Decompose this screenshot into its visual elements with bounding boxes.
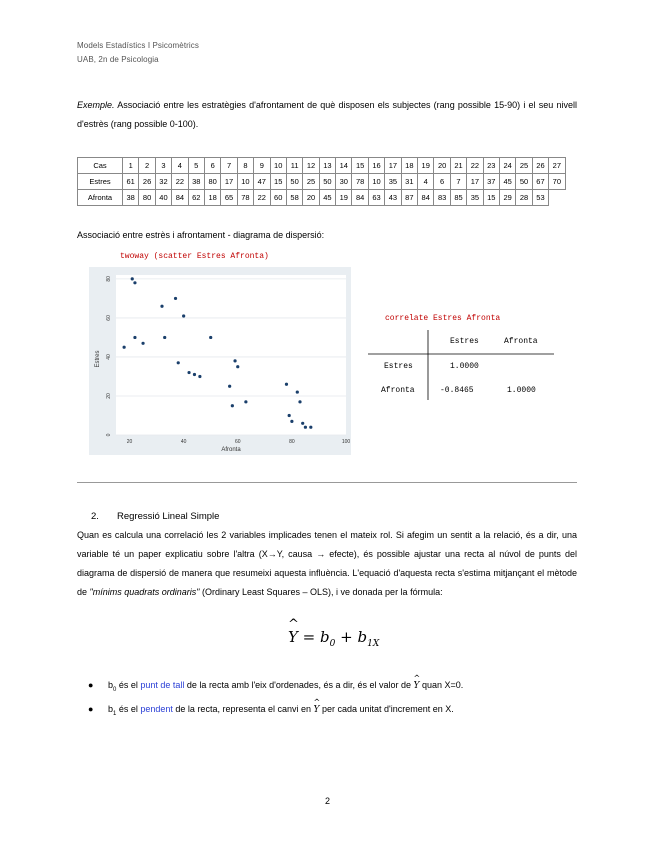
bullet-icon: ●: [88, 704, 94, 714]
table-cell: 87: [401, 190, 417, 206]
corr-col-afronta: Afronta: [504, 337, 538, 346]
x-tick-label: 100: [341, 439, 351, 445]
scatter-point: [182, 314, 185, 317]
data-table: [77, 157, 566, 206]
paragraph-text-end: (Ordinary Least Squares – OLS), i ve donada per la fórmula:: [199, 587, 443, 597]
table-cell: 53: [532, 190, 548, 206]
table-cell: 15: [270, 174, 286, 190]
y-tick-label: 80: [106, 276, 112, 282]
bullet-b0: [88, 674, 464, 693]
x-tick-label: 20: [126, 439, 133, 445]
scatter-point: [133, 336, 136, 339]
header-course: Models Estadístics I Psicomètrics: [77, 41, 199, 50]
table-cell: 40: [155, 190, 171, 206]
table-cell: 67: [532, 174, 548, 190]
table-cell: 10: [270, 158, 286, 174]
formula-b0: b: [320, 628, 330, 646]
y-hat: [288, 617, 299, 646]
corr-value: 1.0000: [507, 386, 536, 395]
regression-paragraph: [77, 526, 577, 602]
table-row-estres: [78, 174, 566, 190]
table-cell: 25: [303, 174, 319, 190]
scatter-point: [233, 359, 236, 362]
table-cell: 18: [401, 158, 417, 174]
table-cell: 70: [549, 174, 565, 190]
table-cell: 22: [172, 174, 188, 190]
stata-correlate-command: correlate Estres Afronta: [385, 314, 501, 323]
corr-row-label: Estres: [384, 362, 413, 371]
header-university: UAB, 2n de Psicologia: [77, 55, 159, 64]
table-cell: 5: [188, 158, 204, 174]
table-cell: 7: [221, 158, 237, 174]
scatter-point: [285, 383, 288, 386]
table-cell: 3: [155, 158, 171, 174]
table-cell: 45: [319, 190, 335, 206]
scatter-point: [288, 414, 291, 417]
table-cell: 84: [172, 190, 188, 206]
scatter-point: [236, 365, 239, 368]
table-cell: 25: [516, 158, 532, 174]
paragraph-emphasis: "mínims quadrats ordinaris": [89, 587, 200, 597]
y-hat-inline: ^ Y: [313, 698, 321, 715]
scatter-point: [296, 390, 299, 393]
row-label: Afronta: [78, 190, 123, 206]
scatter-point: [174, 297, 177, 300]
table-cell: 84: [418, 190, 434, 206]
bullet-term: punt de tall: [140, 680, 185, 690]
scatter-point: [131, 277, 134, 280]
hat-icon: ^: [313, 698, 321, 707]
scatter-point: [290, 420, 293, 423]
table-cell: 22: [254, 190, 270, 206]
table-cell: 23: [483, 158, 499, 174]
formula-y: Y: [288, 628, 298, 646]
table-cell: 18: [204, 190, 220, 206]
hat-icon: ^: [413, 674, 421, 683]
table-cell: 6: [204, 158, 220, 174]
y-tick-label: 40: [106, 354, 112, 360]
section-number: 2.: [91, 511, 99, 522]
table-cell: 63: [368, 190, 384, 206]
table-cell: 15: [483, 190, 499, 206]
table-cell: 17: [221, 174, 237, 190]
table-cell: 13: [319, 158, 335, 174]
scatter-point: [301, 422, 304, 425]
example-label: Exemple.: [77, 100, 115, 110]
bullet-text: per cada unitat d'increment en X.: [319, 704, 454, 714]
table-cell: 83: [434, 190, 450, 206]
x-axis-label: Afronta: [221, 447, 241, 453]
row-label: Estres: [78, 174, 123, 190]
table-cell: 38: [188, 174, 204, 190]
table-cell: 78: [237, 190, 253, 206]
table-cell: 24: [499, 158, 515, 174]
formula-b1-sub: 1: [367, 639, 373, 649]
table-cell: 2: [139, 158, 155, 174]
table-cell: 85: [450, 190, 466, 206]
bullet-var: b: [108, 704, 114, 714]
bullet-sub: 0: [113, 686, 117, 693]
table-row-cas: [78, 158, 566, 174]
table-cell: 31: [401, 174, 417, 190]
table-cell: 58: [286, 190, 302, 206]
corr-col-estres: Estres: [450, 337, 479, 346]
table-row-afronta: [78, 190, 566, 206]
formula-b0-sub: 0: [329, 639, 336, 649]
table-cell: 20: [303, 190, 319, 206]
scatter-point: [163, 336, 166, 339]
page-number: 2: [324, 796, 330, 806]
table-cell: 50: [286, 174, 302, 190]
table-cell: 50: [319, 174, 335, 190]
scatter-point: [177, 361, 180, 364]
y-tick-label: 0: [106, 433, 112, 437]
table-cell: 10: [237, 174, 253, 190]
formula-plus: +: [335, 628, 358, 646]
corr-value: 1.0000: [450, 362, 479, 371]
table-cell: 8: [237, 158, 253, 174]
section-divider: [77, 482, 577, 483]
table-cell: 37: [483, 174, 499, 190]
table-cell: 6: [434, 174, 450, 190]
row-label: Cas: [78, 158, 123, 174]
table-cell: 1: [123, 158, 139, 174]
x-tick-label: 40: [180, 439, 187, 445]
section-title: Regressió Lineal Simple: [117, 511, 220, 522]
corr-row-label: Afronta: [381, 386, 415, 395]
table-cell: 17: [467, 174, 483, 190]
table-cell: 26: [139, 174, 155, 190]
regression-formula: [288, 617, 380, 649]
table-cell: 47: [254, 174, 270, 190]
table-cell: 19: [418, 158, 434, 174]
y-hat-inline: ^ Y: [413, 674, 421, 691]
table-cell: 61: [123, 174, 139, 190]
bullet-term: pendent: [140, 704, 173, 714]
table-cell: 19: [336, 190, 352, 206]
bullet-icon: ●: [88, 680, 94, 690]
section-heading: [91, 511, 219, 522]
table-cell: 30: [336, 174, 352, 190]
scatter-point: [304, 426, 307, 429]
table-cell: 35: [385, 174, 401, 190]
table-cell: 35: [467, 190, 483, 206]
x-tick-label: 60: [234, 439, 241, 445]
table-cell: 78: [352, 174, 368, 190]
scatter-point: [141, 342, 144, 345]
table-cell: 38: [123, 190, 139, 206]
table-cell: 65: [221, 190, 237, 206]
table-cell: 45: [499, 174, 515, 190]
table-cell: 14: [336, 158, 352, 174]
scatter-point: [209, 336, 212, 339]
table-cell: 84: [352, 190, 368, 206]
bullet-b1: [88, 698, 454, 717]
bullet-var: b: [108, 680, 114, 690]
table-cell: 9: [254, 158, 270, 174]
scatter-point: [187, 371, 190, 374]
table-cell: 15: [352, 158, 368, 174]
scatter-point: [309, 426, 312, 429]
scatter-point: [228, 385, 231, 388]
table-cell: 10: [368, 174, 384, 190]
formula-b1: b: [357, 628, 368, 646]
formula-equals: =: [297, 628, 321, 646]
scatter-point: [133, 281, 136, 284]
corr-value: -0.8465: [440, 386, 474, 395]
x-tick-label: 80: [289, 439, 295, 445]
bullet-text: és el: [116, 704, 141, 714]
table-cell: 62: [188, 190, 204, 206]
table-cell: 60: [270, 190, 286, 206]
table-cell: 17: [385, 158, 401, 174]
scatter-point: [123, 346, 126, 349]
table-cell: 50: [516, 174, 532, 190]
table-cell: 26: [532, 158, 548, 174]
table-cell: 12: [303, 158, 319, 174]
table-cell: 32: [155, 174, 171, 190]
bullet-text: quan X=0.: [419, 680, 464, 690]
example-text: Associació entre les estratègies d'afrontament de què disposen els subjectes (rang possible 15-90) i el seu nivell d'estrès (rang possible 0-100).: [77, 100, 577, 129]
table-cell: 20: [434, 158, 450, 174]
table-cell: 16: [368, 158, 384, 174]
scatter-point: [244, 400, 247, 403]
table-cell: 28: [516, 190, 532, 206]
paragraph-text: Quan es calcula una correlació les 2 variables implicades tenen el mateix rol. Si afegim un sentit a la relació, és a dir, una variable té un paper explicatiu sobre l'altra (X→Y, causa → efecte), és possible ajustar una recta al núvol de punts del diagrama de dispersió de manera que resumeixi aquesta influència. L'equació d'aquesta recta s'estima mitjançant el mètode de: [77, 530, 577, 597]
table-cell: 4: [172, 158, 188, 174]
example-paragraph: [77, 96, 577, 134]
scatter-point: [231, 404, 234, 407]
y-axis-label: Estres: [95, 350, 101, 368]
table-cell: 80: [204, 174, 220, 190]
table-cell: 80: [139, 190, 155, 206]
table-cell: 27: [549, 158, 565, 174]
bullet-text: de la recta amb l'eix d'ordenades, és a dir, és el valor de: [184, 680, 414, 690]
stata-scatter-command: twoway (scatter Estres Afronta): [120, 252, 269, 261]
table-cell: 21: [450, 158, 466, 174]
formula-x: X: [372, 639, 380, 649]
bullet-text: és el: [116, 680, 141, 690]
plot-area: [116, 275, 346, 435]
bullet-text: de la recta, representa el canvi en: [172, 704, 314, 714]
table-cell: 29: [499, 190, 515, 206]
table-cell: 43: [385, 190, 401, 206]
table-cell: 4: [418, 174, 434, 190]
table-cell: 22: [467, 158, 483, 174]
scatter-plot: [89, 267, 351, 455]
y-tick-label: 60: [106, 315, 112, 321]
scatter-point: [298, 400, 301, 403]
scatter-caption: Associació entre estrès i afrontament - diagrama de dispersió:: [77, 230, 325, 240]
table-cell: 7: [450, 174, 466, 190]
y-tick-label: 20: [106, 393, 112, 399]
scatter-point: [198, 375, 201, 378]
table-cell: 11: [286, 158, 302, 174]
hat-icon: ^: [288, 617, 299, 632]
bullet-sub: 1: [113, 710, 117, 717]
scatter-point: [193, 373, 196, 376]
scatter-point: [160, 305, 163, 308]
